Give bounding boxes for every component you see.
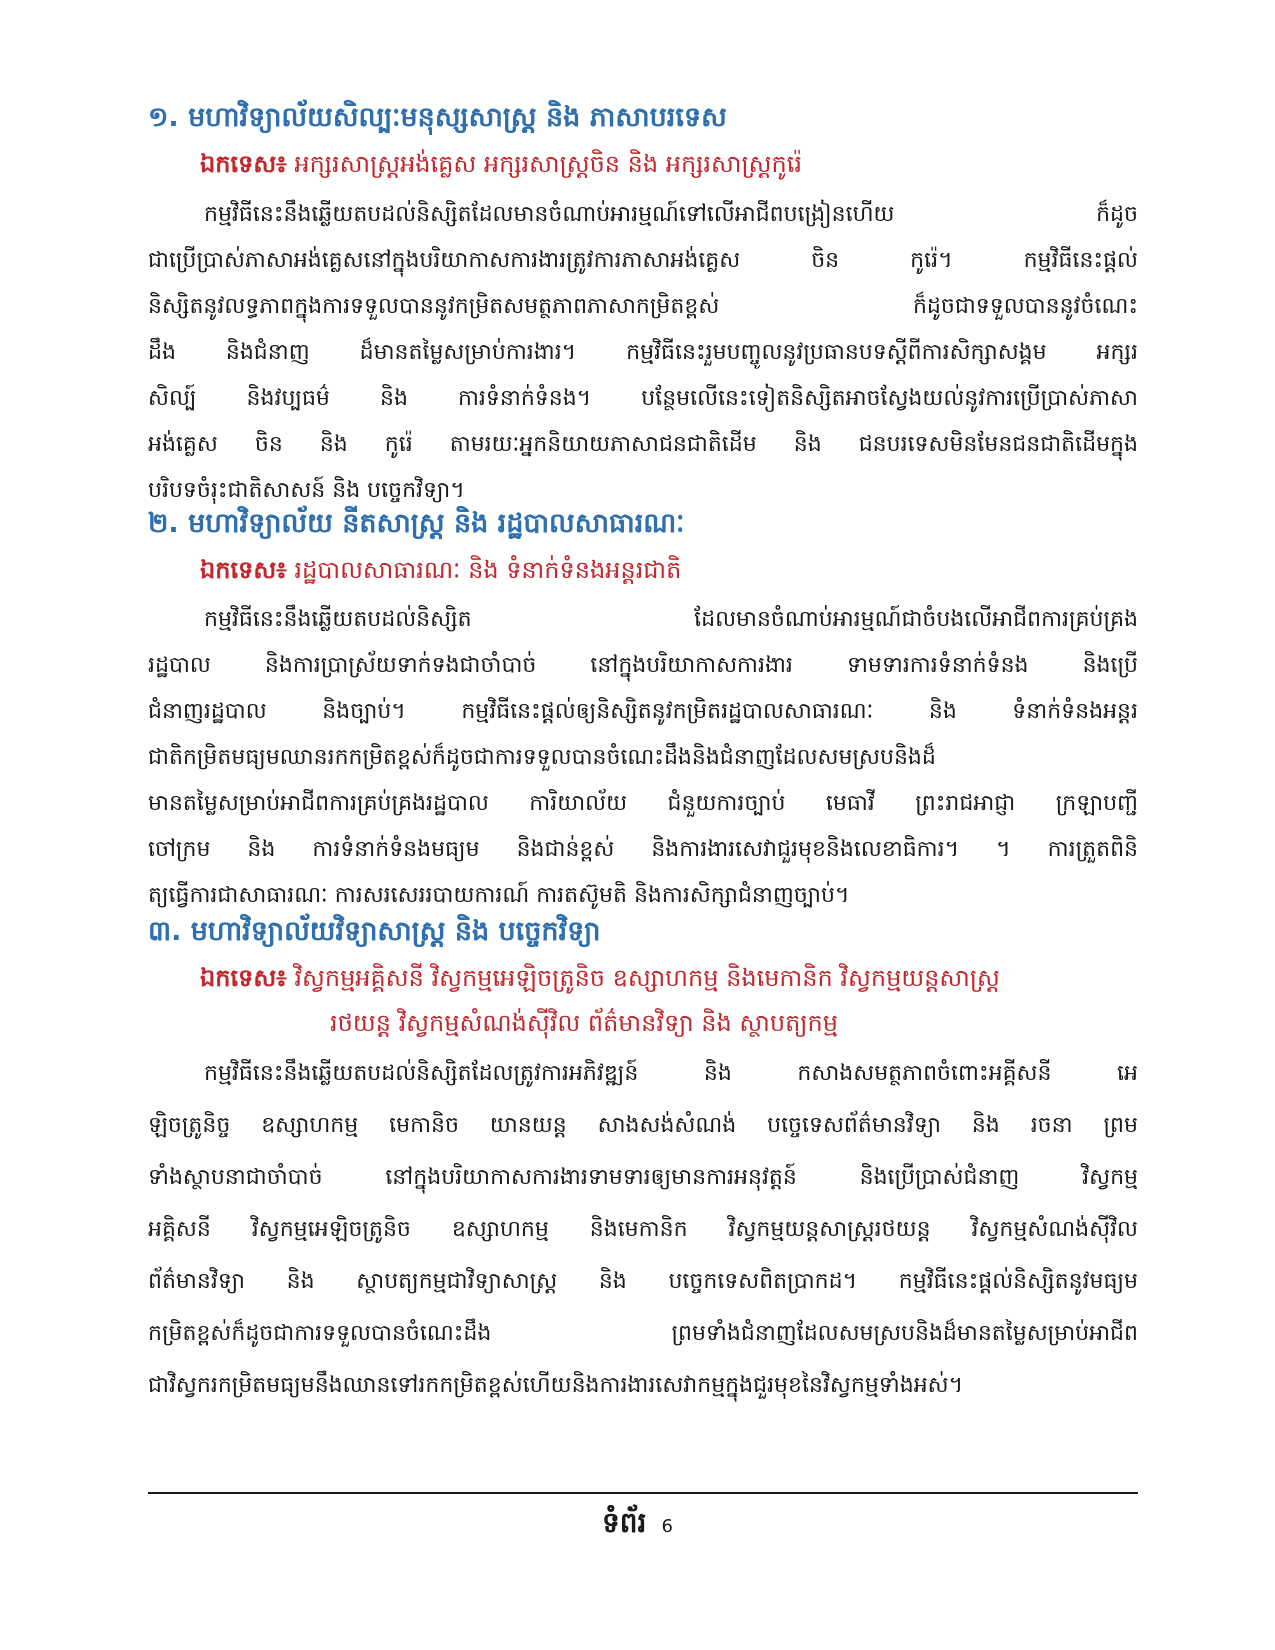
major-label: ឯកទេស៖ (200, 964, 287, 992)
paragraph-line: និស្សិតនូវលទ្ធភាពក្នុងការទទួលបាននូវកម្រិតសមត្ថភាពភាសាកម្រិតខ្ពស់ ក៏ដូចជាទទួលបាននូវចំណេះ (148, 294, 1138, 319)
paragraph-line: ដឹង និងជំនាញ ដ៏មានតម្លៃសម្រាប់ការងារ។ កម្មវិធីនេះរួមបញ្ចូលនូវប្រធានបទស្តីពីការសិក្សាសង្គម អក្សរ (148, 340, 1138, 365)
major-list: វិស្វកម្មអគ្គិសនី វិស្វកម្មអេឡិចត្រូនិច ឧស្សាហកម្ម និងមេកានិក វិស្វកម្មយន្តសាស្រ្ត (294, 964, 1000, 992)
major-label: ឯកទេស៖ (200, 556, 287, 584)
paragraph-line: ទាំងស្ថាបនាជាចាំបាច់ នៅក្នុងបរិយាកាសការងារទាមទារឲ្យមានការអនុវត្តន៍ និងប្រើប្រាស់ជំនាញ វិស្វកម្ម (148, 1165, 1138, 1190)
major-list: រដ្ឋបាលសាធារណៈ និង ទំនាក់ទំនងអន្តរជាតិ (294, 556, 682, 584)
paragraph-line: កម្មវិធីនេះនឹងឆ្លើយតបដល់និស្សិត ដែលមានចំណាប់អារម្មណ៍ជាចំបងលើអាជីពការគ្រប់គ្រង (204, 607, 1138, 632)
footer-divider (148, 1492, 1138, 1494)
section-1-heading: ១. មហាវិទ្យាល័យសិល្បៈមនុស្សសាស្រ្ត និង ភាសាបរទេស (148, 102, 727, 133)
section-3-major (200, 960, 1000, 996)
paragraph-line: ជាតិកម្រិតមធ្យមឈានរកកម្រិតខ្ពស់ក៏ដូចជាការទទួលបានចំណេះដឹងនិងជំនាញដែលសមស្របនិងដ៏ (148, 745, 936, 770)
paragraph-line: ជំនាញរដ្ឋបាល និងច្បាប់។ កម្មវិធីនេះផ្តល់ឲ្យនិស្សិតនូវកម្រិតរដ្ឋបាលសាធារណៈ និង ទំនាក់ទំនងអន្តរ (148, 699, 1138, 724)
paragraph-line: រដ្ឋបាល និងការប្រាស្រ័យទាក់ទងជាចាំបាច់ នៅក្នុងបរិយាកាសការងារ ទាមទារការទំនាក់ទំនង និងប្រើ (148, 653, 1138, 678)
paragraph-line: ឡិចត្រូនិច្ច ឧស្សាហកម្ម មេកានិច យានយន្ត សាងសង់សំណង់ បច្ចេទេសព័ត៌មានវិទ្យា និង រចនា ព្រម (148, 1113, 1138, 1138)
section-3-major-cont (330, 1005, 838, 1041)
paragraph-line: បរិបទចំរុះជាតិសាសន៍ និង បច្ចេកវិទ្យា។ (148, 478, 465, 503)
major-list: អក្សរសាស្រ្តអង់គ្លេស អក្សរសាស្រ្តចិន និង អក្សរសាស្រ្តកូរ៉េ (294, 150, 802, 178)
paragraph-line: កម្រិតខ្ពស់ក៏ដូចជាការទទួលបានចំណេះដឹង ព្រមទាំងជំនាញដែលសមស្របនិងដ៏មានតម្លៃសម្រាប់អាជីព (148, 1321, 1138, 1346)
major-list: រថយន្ត វិស្វកម្មសំណង់ស៊ីវិល ព័ត៌មានវិទ្យា និង ស្ថាបត្យកម្ម (330, 1009, 838, 1037)
paragraph-line: អគ្គិសនី វិស្វកម្មអេឡិចត្រូនិច ឧស្សាហកម្ម និងមេកានិក វិស្វកម្មយន្តសាស្រ្តរថយន្ត វិស្វកម្មសំណង់ស៊ីវិល (148, 1217, 1138, 1242)
paragraph-line: ជាវិស្វករកម្រិតមធ្យមនឹងឈានទៅរកកម្រិតខ្ពស់ហើយនិងការងារសេវាកម្មក្នុងជួរមុខនៃវិស្វកម្មទាំងអស់។ (148, 1373, 964, 1398)
paragraph-line: ជាប្រើប្រាស់ភាសាអង់គ្លេសនៅក្នុងបរិយាកាសការងារត្រូវការភាសាអង់គ្លេស ចិន កូរ៉េ។ កម្មវិធីនេះផ្តល់ (148, 248, 1138, 273)
section-3-paragraph (148, 1048, 1138, 1412)
paragraph-line: មានតម្លៃសម្រាប់អាជីពការគ្រប់គ្រងរដ្ឋបាល ការិយាល័យ ជំនួយការច្បាប់ មេធាវី ព្រះរាជអាជ្ញា ក្រឡាបញ្ជី (148, 791, 1138, 816)
paragraph-line: ចៅក្រម និង ការទំនាក់ទំនងមធ្យម និងជាន់ខ្ពស់ និងការងារសេវាជួរមុខនិងលេខាធិការ។ ។ ការត្រួតពិនិ (148, 837, 1138, 862)
paragraph-line: ព័ត៌មានវិទ្យា និង ស្ថាបត្យកម្មជាវិទ្យាសាស្រ្ត និង បច្ចេកទេសពិតប្រាកដ។ កម្មវិធីនេះផ្តល់និស្សិតនូវមធ្យម (148, 1269, 1138, 1294)
page-number: 6 (661, 1516, 673, 1537)
paragraph-line: អង់គ្លេស ចិន និង កូរ៉េ តាមរយៈអ្នកនិយាយភាសាជនជាតិដើម និង ជនបរទេសមិនមែនជនជាតិដើមក្នុង (148, 432, 1138, 457)
paragraph-line: កម្មវិធីនេះនឹងឆ្លើយតបដល់និស្សិតដែលត្រូវការអភិវឌ្ឍន៍ និង កសាងសមត្ថភាពចំពោះអគ្គីសនី អេ (204, 1061, 1138, 1086)
section-2-heading: ២. មហាវិទ្យាល័យ នីតសាស្រ្ត និង រដ្ឋបាលសាធារណៈ (148, 508, 685, 539)
section-1-paragraph (148, 192, 1138, 514)
paragraph-line: កម្មវិធីនេះនឹងឆ្លើយតបដល់និស្សិតដែលមានចំណាប់អារម្មណ៍ទៅលើអាជីពបង្រៀនហើយ ក៏ដូច (204, 202, 1138, 227)
paragraph-line: សិល្ប៍ និងវប្បធម៌ និង ការទំនាក់ទំនង។ បន្ថែមលើនេះទៀតនិស្សិតអាចស្វែងយល់នូវការប្រើប្រាស់ភាសា (148, 386, 1138, 411)
major-label: ឯកទេស៖ (200, 150, 287, 178)
section-2-paragraph (148, 597, 1138, 919)
section-1-major (200, 146, 802, 182)
paragraph-line: ត្យធ្វើការជាសាធារណៈ ការសរសេររបាយការណ៍ ការតស៊ូមតិ និងការសិក្សាជំនាញច្បាប់។ (148, 883, 850, 908)
page-label: ទំព័រ (602, 1506, 647, 1539)
section-2-major (200, 552, 681, 588)
page-footer (0, 1505, 1275, 1546)
section-3-heading: ៣. មហាវិទ្យាល័យវិទ្យាសាស្រ្ត និង បច្ចេកវិទ្យា (148, 916, 601, 947)
